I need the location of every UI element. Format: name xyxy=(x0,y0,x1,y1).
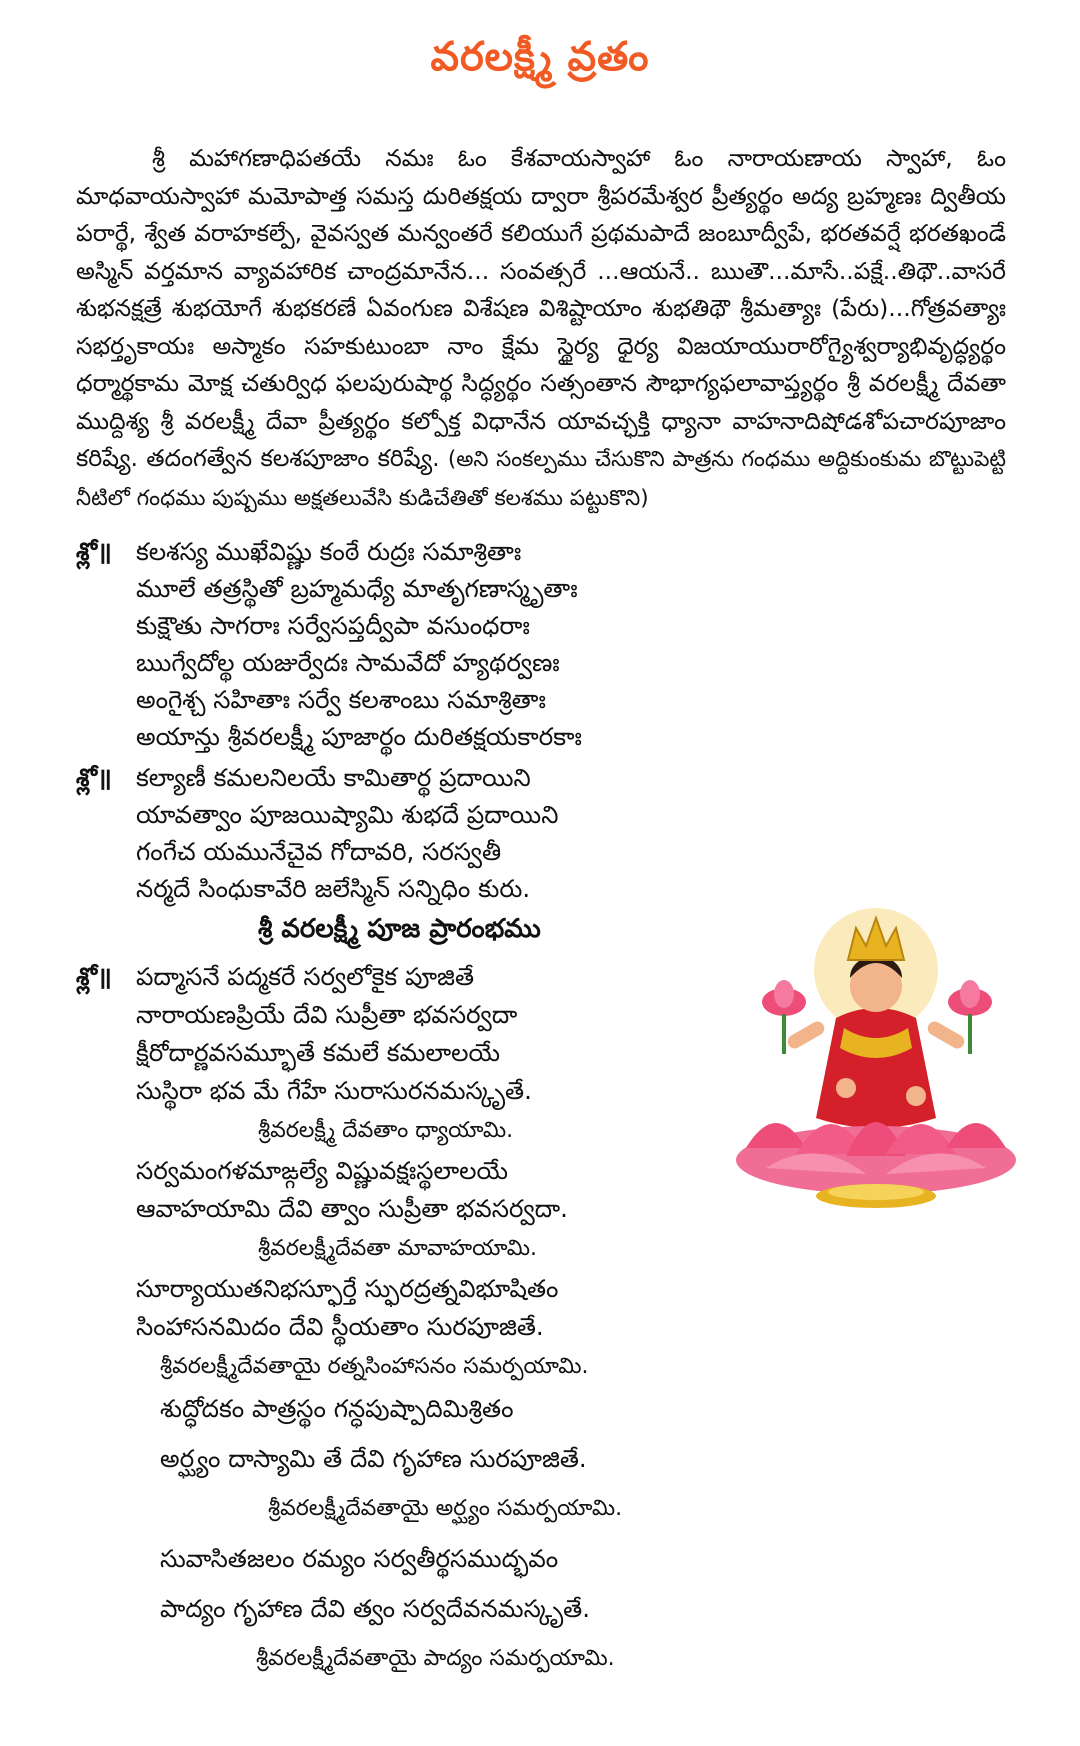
padya-close-line: శ్రీవరలక్ష్మీదేవతాయై పాద్యం సమర్పయామి. xyxy=(256,1646,615,1671)
arm-shape xyxy=(785,1019,827,1051)
sloka-mark-3: శ్లో॥ xyxy=(76,962,112,991)
sloka3-line-4: సుస్థిరా భవ మే గేహే సురాసురనమస్కృతే. xyxy=(136,1076,532,1105)
sloka3-line-3: క్షీరోదార్ణవసమ్భూతే కమలే కమలాలయే xyxy=(136,1038,500,1067)
goddess-lakshmi-illustration xyxy=(726,898,1026,1216)
sankalpam-text: శ్రీ మహాగణాధిపతయే నమః ఓం కేశవాయస్వాహా ఓం నారాయణాయ స్వాహా, ఓం మాధవాయస్వాహా మమోపాత్త సమస్త దురితక్షయ ద్వారా శ్రీపరమేశ్వర ప్రీత్యర్థం అద్య బ్రహ్మణః ద్వితీయ పరార్థే, శ్వేత వరాహకల్పే, వైవస్వత మన్వంతరే కలియుగే ప్రథమపాదే జంబూద్వీపే, భరతవర్షే భరతఖండే అస్మిన్ వర్తమాన వ్యావహారిక చాంద్రమానేన... సంవత్సరే ...ఆయనే.. ఋతౌ...మాసే..పక్షే..తిథౌ..వాసరే శుభనక్షత్రే శుభయోగే శుభకరణే ఏవంగుణ విశేషణ విశిష్టాయాం శుభతిథౌ శ్రీమత్యాః (పేరు)...గోత్రవత్యాః సభర్తృకాయః అస్మాకం సహకుటుంబా నాం క్షేమ స్థైర్య ధైర్య విజయాయురారోగ్యైశ్వర్యాభివృద్ధ్యర్థం ధర్మార్థకామ మోక్ష చతుర్విధ ఫలపురుషార్థ సిద్ధ్యర్థం సత్సంతాన సౌభాగ్యఫలావాప్త్యర్థం శ్రీ వరలక్ష్మీ దేవతా ముద్దిశ్య శ్రీ వరలక్ష్మీ దేవా ప్రీత్యర్థం కల్పోక్త విధానేన యావచ్ఛక్తి ధ్యానా వాహనాదిషోడశోపచారపూజాం కరిష్యే. తదంగత్వేన కలశపూజాం కరిష్యే. xyxy=(76,144,1006,472)
avahana-close-line: శ్రీవరలక్ష్మీదేవతా మావాహయామి. xyxy=(258,1236,538,1261)
hand-shape xyxy=(906,1086,926,1106)
sloka1-line-1: కలశస్య ముఖేవిష్ణు కంఠే రుద్రః సమాశ్రితాః xyxy=(136,537,522,566)
sankalpam-paragraph xyxy=(76,140,1006,517)
instruction-note: (అని సంకల్పము చేసుకొని పాత్రను గంధము అద్దికుంకుమ బొట్టుపెట్టి నీటిలో గంధము పుష్పము అక్షతలువేసి కుడిచేతితో కలశము పట్టుకొని) xyxy=(76,447,1006,511)
sloka-mark-1: శ్లో॥ xyxy=(76,537,112,566)
sloka1-line-3: కుక్షౌతు సాగరాః సర్వేసప్తద్వీపా వసుంధరాః xyxy=(136,611,530,640)
arm-shape xyxy=(925,1019,967,1051)
asana-line-2: సింహాసనమిదం దేవి స్థీయతాం సురపూజితే. xyxy=(136,1312,544,1341)
hand-shape xyxy=(836,1078,856,1098)
sloka2-line-4: నర్మదే సింధుకావేరి జలేస్మిన్ సన్నిధిం కురు. xyxy=(136,874,531,903)
gold-coins-shape xyxy=(828,1184,924,1200)
arghya-close-line: శ్రీవరలక్ష్మీదేవతాయై అర్ఘ్యం సమర్పయామి. xyxy=(268,1496,623,1521)
lotus-seat-icon xyxy=(736,1122,1016,1194)
sloka3-line-2: నారాయణప్రియే దేవి సుప్రీతా భవసర్వదా xyxy=(136,1000,518,1029)
sloka1-line-2: మూలే తత్రస్థితో బ్రహ్మమధ్యే మాతృగణాస్మృతాః xyxy=(136,574,578,603)
dhyana-line: శ్రీవరలక్ష్మీ దేవతాం ధ్యాయామి. xyxy=(258,1118,514,1143)
avahana-line-2: ఆవాహయామి దేవి త్వాం సుప్రీతా భవసర్వదా. xyxy=(136,1194,568,1223)
saree-shape xyxy=(816,1008,936,1128)
puja-heading: శ్రీ వరలక్ష్మీ పూజ ప్రారంభము xyxy=(258,914,541,944)
sloka2-line-3: గంగేచ యమునేచైవ గోదావరి, సరస్వతీ xyxy=(136,837,502,866)
sloka1-line-5: అంగైశ్చ సహితాః సర్వే కలశాంబు సమాశ్రితాః xyxy=(136,685,546,714)
asana-line-1: సూర్యాయుతనిభస్ఫూర్తే స్ఫురద్రత్నవిభూషితం xyxy=(136,1274,559,1303)
sloka1-line-4: ఋగ్వేదోల్థ యజుర్వేదః సామవేదో హ్యథర్వణః xyxy=(136,648,560,677)
avahana-line-1: సర్వమంగళమాఙ్గల్యే విష్ణువక్షఃస్థలాలయే xyxy=(136,1156,509,1185)
page-title: వరలక్ష్మీ వ్రతం xyxy=(430,34,650,80)
padya-line-1: సువాసితజలం రమ్యం సర్వతీర్థసముద్భవం xyxy=(160,1544,559,1573)
sloka2-line-1: కల్యాణీ కమలనిలయే కామితార్థ ప్రదాయిని xyxy=(136,763,531,792)
arghya-line-1: శుద్ధోదకం పాత్రస్థం గన్ధపుష్పాదిమిశ్రితం xyxy=(160,1394,514,1423)
arghya-line-2: అర్ఘ్యం దాస్యామి తే దేవి గృహాణ సురపూజితే. xyxy=(160,1444,587,1473)
sloka-mark-2: శ్లో॥ xyxy=(76,763,112,792)
sloka2-line-2: యావత్వాం పూజయిష్యామి శుభదే ప్రదాయిని xyxy=(136,800,559,829)
padya-line-2: పాద్యం గృహాణ దేవి త్వం సర్వదేవనమస్కృతే. xyxy=(160,1594,590,1623)
sloka3-line-1: పద్మాసనే పద్మకరే సర్వలోకైక పూజితే xyxy=(136,962,475,991)
sloka1-line-6: అయాన్తు శ్రీవరలక్ష్మీ పూజార్థం దురితక్షయకారకాః xyxy=(136,722,582,751)
asana-close-line: శ్రీవరలక్ష్మీదేవతాయై రత్నసింహాసనం సమర్పయామి. xyxy=(160,1354,589,1379)
